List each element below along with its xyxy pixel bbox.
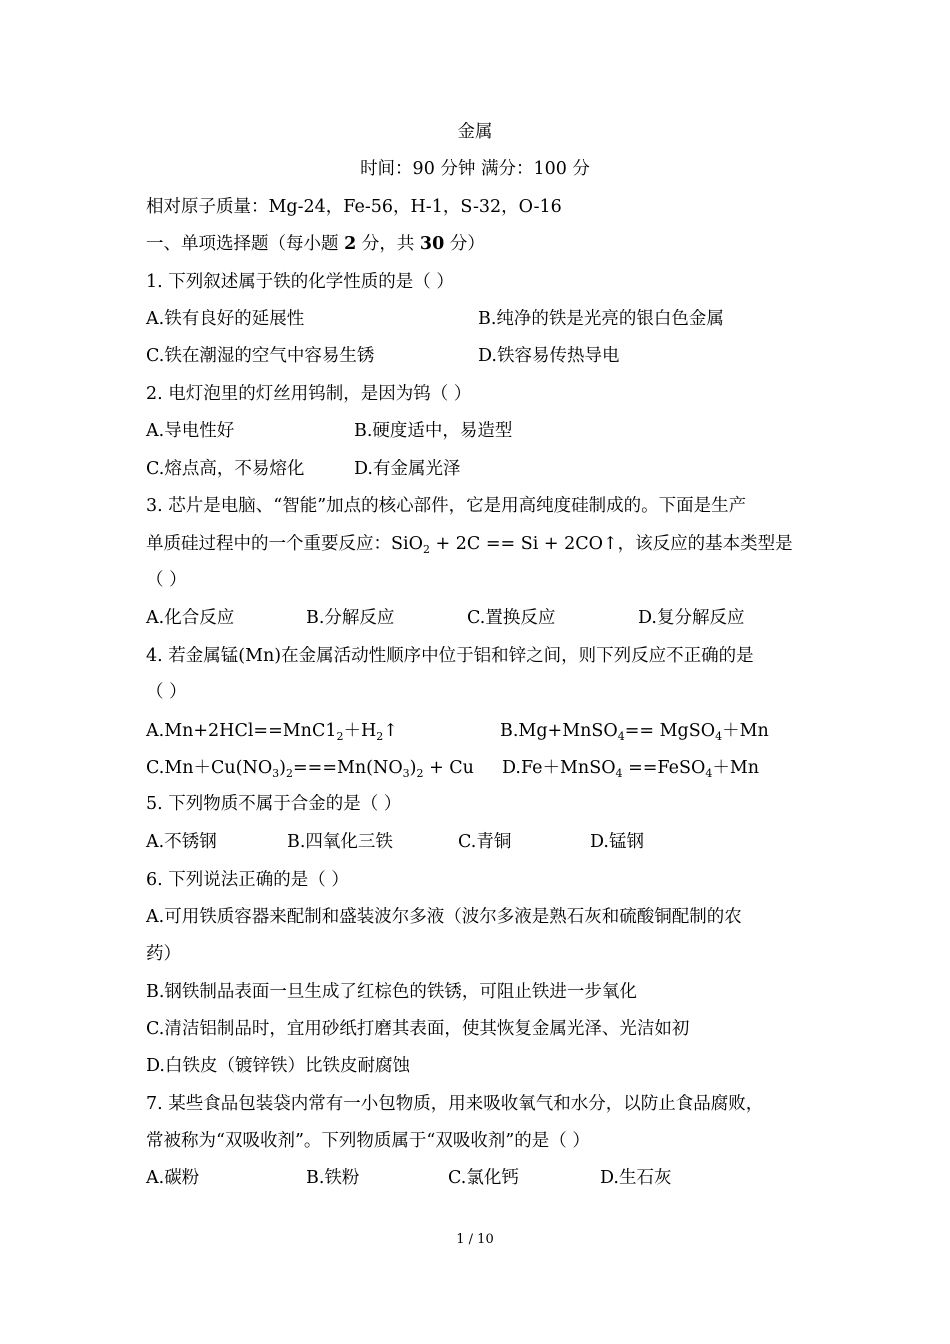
question-3-line-2: 单质硅过程中的一个重要反应：SiO$_2$ + 2C == Si + 2CO↑，该反应的基本类型是 bbox=[146, 534, 793, 556]
question-7-line-2: 常被称为“双吸收剂”。下列物质属于“双吸收剂”的是（ ） bbox=[146, 1131, 590, 1151]
question-3-option-b: B.分解反应 bbox=[306, 608, 395, 628]
question-4-line-2: （ ） bbox=[146, 682, 187, 702]
question-1-option-b: B.纯净的铁是光亮的银白色金属 bbox=[478, 309, 724, 329]
question-7-option-b: B.铁粉 bbox=[306, 1168, 360, 1188]
question-7-option-c: C.氯化钙 bbox=[448, 1168, 519, 1188]
question-5-stem: 5. 下列物质不属于合金的是（ ） bbox=[146, 794, 402, 814]
question-6-option-a-line-2: 药） bbox=[146, 944, 181, 964]
question-7-line-1: 7. 某些食品包装袋内常有一小包物质，用来吸收氧气和水分，以防止食品腐败， bbox=[146, 1094, 764, 1114]
question-2-option-b: B.硬度适中，易造型 bbox=[354, 421, 513, 441]
question-3-option-a: A.化合反应 bbox=[146, 608, 235, 628]
question-3-option-d: D.复分解反应 bbox=[638, 608, 745, 628]
question-1-stem: 1. 下列叙述属于铁的化学性质的是（ ） bbox=[146, 272, 454, 292]
question-6-option-c: C.清洁铝制品时，宜用砂纸打磨其表面，使其恢复金属光泽、光洁如初 bbox=[146, 1019, 690, 1039]
question-1-option-d: D.铁容易传热导电 bbox=[478, 346, 620, 366]
question-4-option-b: B.Mg+MnSO$_4$== MgSO$_4$＋Mn bbox=[500, 721, 769, 743]
question-6-stem: 6. 下列说法正确的是（ ） bbox=[146, 870, 349, 890]
question-5-option-d: D.锰钢 bbox=[590, 832, 644, 852]
question-7-option-a: A.碳粉 bbox=[146, 1168, 200, 1188]
page-number: 1 / 10 bbox=[456, 1232, 494, 1247]
question-2-option-d: D.有金属光泽 bbox=[354, 459, 461, 479]
doc-title: 金属 bbox=[457, 122, 493, 142]
question-2-stem: 2. 电灯泡里的灯丝用钨制，是因为钨（ ） bbox=[146, 384, 472, 404]
question-2-option-a: A.导电性好 bbox=[146, 421, 235, 441]
section-heading: 一、单项选择题（每小题 2 分，共 30 分） bbox=[146, 234, 485, 254]
question-6-option-b: B.钢铁制品表面一旦生成了红棕色的铁锈，可阻止铁进一步氧化 bbox=[146, 982, 637, 1002]
question-5-option-c: C.青铜 bbox=[458, 832, 512, 852]
question-6-option-d: D.白铁皮（镀锌铁）比铁皮耐腐蚀 bbox=[146, 1056, 410, 1076]
question-1-option-a: A.铁有良好的延展性 bbox=[146, 309, 305, 329]
question-5-option-a: A.不锈钢 bbox=[146, 832, 217, 852]
doc-subtitle: 时间：90 分钟 满分：100 分 bbox=[360, 159, 590, 179]
question-3-line-3: （ ） bbox=[146, 570, 187, 590]
atomic-masses: 相对原子质量：Mg-24，Fe-56，H-1，S-32，O-16 bbox=[146, 197, 562, 217]
question-4-option-a: $A.Mn+2HCl==MnC1_2+H_2↑$ bbox=[146, 721, 398, 743]
question-4-line-1: 4. 若金属锰(Mn)在金属活动性顺序中位于铝和锌之间，则下列反应不正确的是 bbox=[146, 646, 754, 666]
question-5-option-b: B.四氧化三铁 bbox=[287, 832, 393, 852]
question-6-option-a-line-1: A.可用铁质容器来配制和盛装波尔多液（波尔多液是熟石灰和硫酸铜配制的农 bbox=[146, 907, 742, 927]
question-3-line-1: 3. 芯片是电脑、“智能”加点的核心部件，它是用高纯度硅制成的。下面是生产 bbox=[146, 496, 747, 516]
question-7-option-d: D.生石灰 bbox=[600, 1168, 672, 1188]
question-4-option-c: $C.Mn+Cu(NO_3)_2===Mn(NO_3)_2 + Cu$ bbox=[146, 758, 474, 780]
question-1-option-c: C.铁在潮湿的空气中容易生锈 bbox=[146, 346, 375, 366]
question-3-option-c: C.置换反应 bbox=[467, 608, 556, 628]
question-2-option-c: C.熔点高，不易熔化 bbox=[146, 459, 305, 479]
question-4-option-d: D.Fe＋MnSO$_4$ ==FeSO$_4$＋Mn bbox=[502, 758, 760, 780]
